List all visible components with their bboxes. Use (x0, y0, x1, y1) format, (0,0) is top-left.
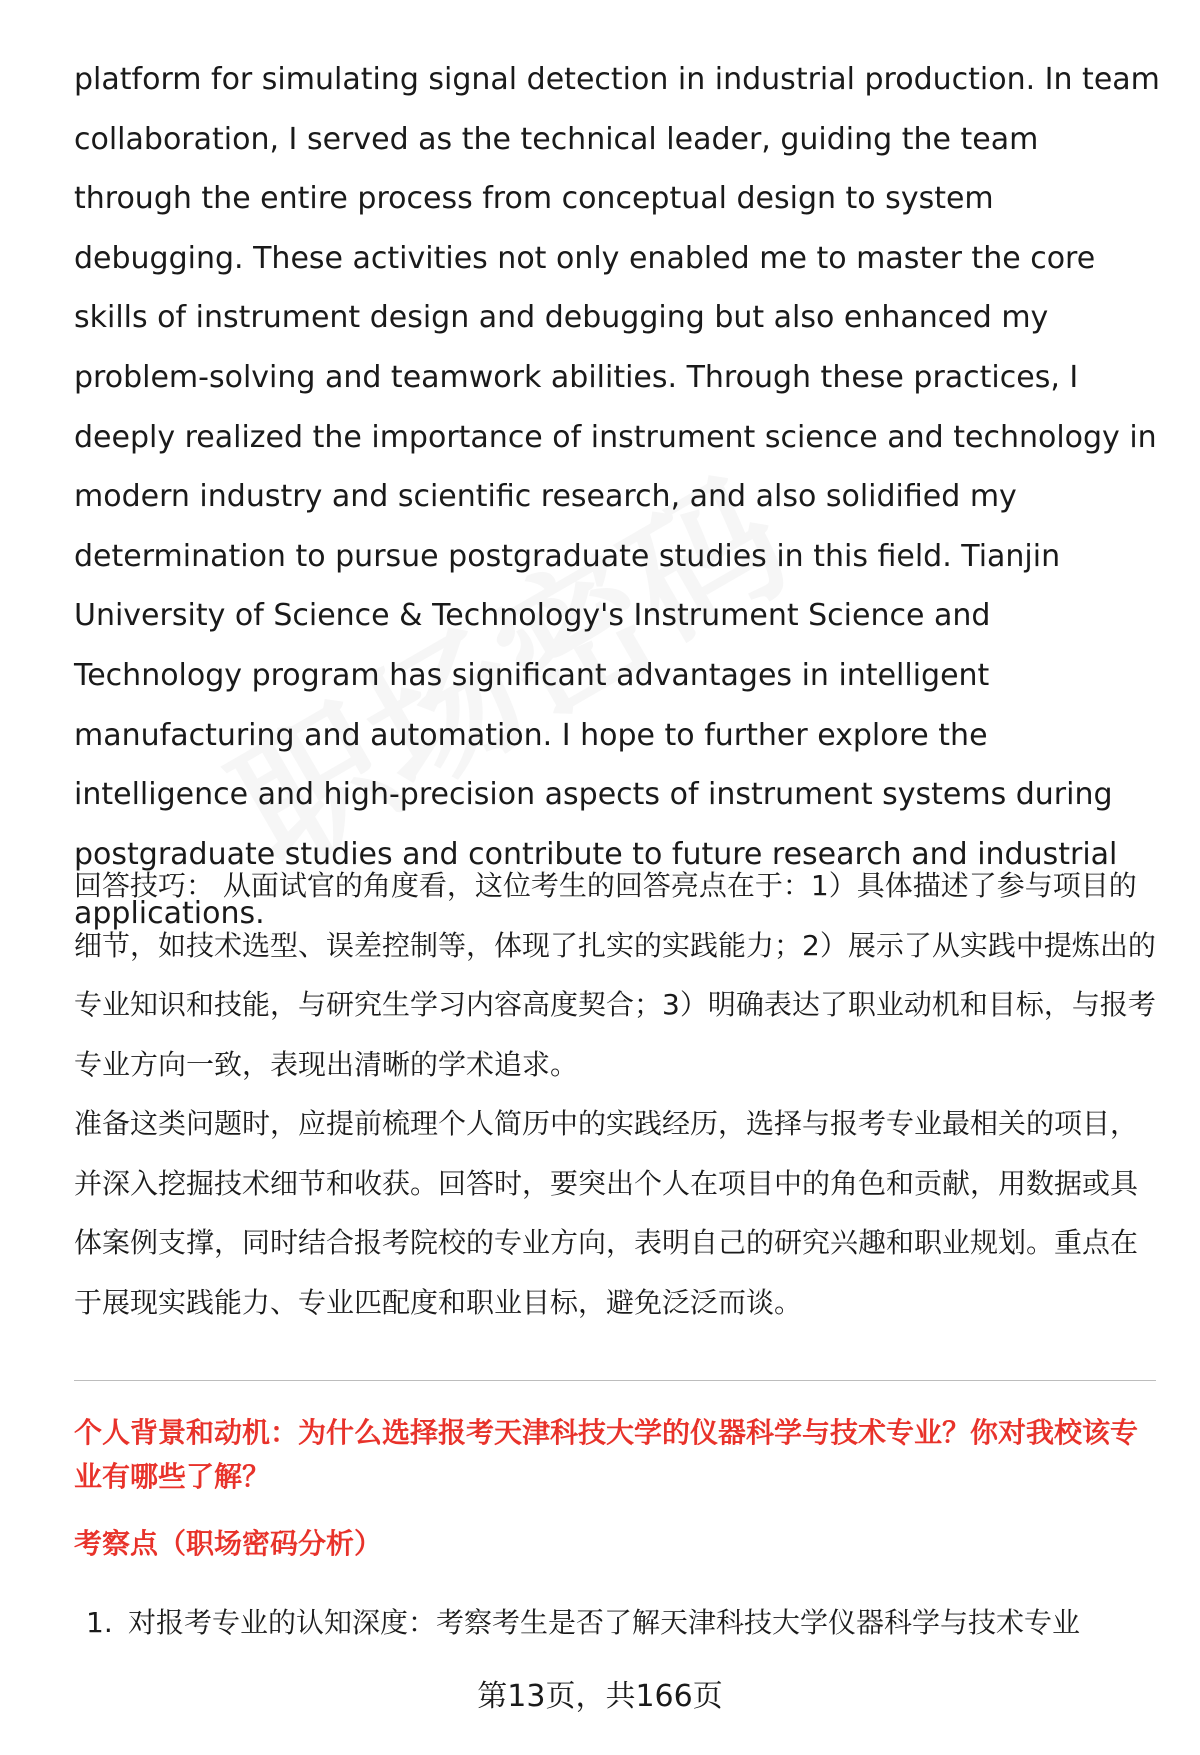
list-item-text: 对报考专业的认知深度：考察考生是否了解天津科技大学仪器科学与技术专业 (128, 1606, 1081, 1639)
english-paragraph: platform for simulating signal detection in industrial production. In team collaboration, I served as the technical leader, guiding the team through the entire process from conceptual design to system debugging. These activities not only enabled me to master the core skills of instrument design and debugging but also enhanced my problem-solving and teamwork abilities. Through these practices, I deeply realized the importance of instrument science and technology in modern industry and scientific research, and also solidified my determination to pursue postgraduate studies in this field. Tianjin University of Science & Technology's Instrument Science and Technology program has significant advantages in intelligent manufacturing and automation. I hope to further explore the intelligence and high-precision aspects of instrument systems during postgraduate studies and contribute to future research and industrial applications. (74, 62, 1160, 932)
list-item-number: 1. (86, 1606, 113, 1639)
section-divider (74, 1380, 1156, 1381)
question-title: 个人背景和动机：为什么选择报考天津科技大学的仪器科学与技术专业？你对我校该专业有哪些了解？ (74, 1416, 1139, 1493)
preparation-paragraph: 准备这类问题时，应提前梳理个人简历中的实践经历，选择与报考专业最相关的项目，并深入挖掘技术细节和收获。回答时，要突出个人在项目中的角色和贡献，用数据或具体案例支撑，同时结合报考院校的专业方向，表明自己的研究兴趣和职业规划。重点在于展现实践能力、专业匹配度和职业目标，避免泛泛而谈。 (74, 1107, 1139, 1319)
focus-heading: 考察点（职场密码分析） (74, 1527, 383, 1560)
list-item (86, 1600, 1156, 1646)
answer-tips-paragraph: 回答技巧： 从面试官的角度看，这位考生的回答亮点在于：1）具体描述了参与项目的细节，如技术选型、误差控制等，体现了扎实的实践能力；2）展示了从实践中提炼出的专业知识和技能，与研究生学习内容高度契合；3）明确表达了职业动机和目标，与报考专业方向一致，表现出清晰的学术追求。 (74, 869, 1156, 1081)
page-number: 第13页，共166页 (477, 1679, 723, 1714)
